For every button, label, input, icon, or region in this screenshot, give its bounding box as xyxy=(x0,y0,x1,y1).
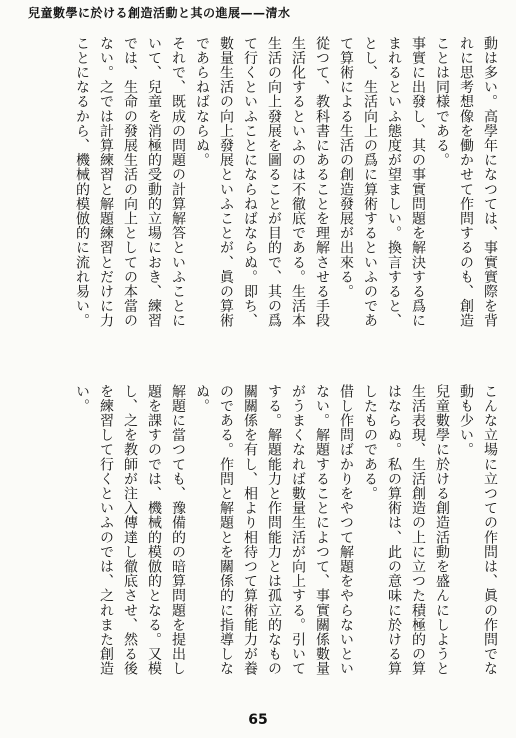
lower-text-block xyxy=(18,384,502,684)
text-column: て行くといふことにならねばならぬ。即ち、 xyxy=(242,36,258,328)
text-column: ぬ。 xyxy=(194,384,210,414)
text-column: を練習して行くといふのでは、之れまた創造 xyxy=(98,384,114,676)
text-column: ことになるから、機械的模倣的に流れ易い。 xyxy=(74,36,90,328)
text-column: れに思考想像を働かせて作問するのも、創造 xyxy=(458,36,474,328)
upper-text-block xyxy=(18,36,502,336)
text-column: 數量生活の向上發展といふことが、眞の算術 xyxy=(218,36,234,328)
text-column: では、生命の發展生活の向上としての本當の xyxy=(122,36,138,328)
text-column: 從つて、教科書にあることを理解させる手段 xyxy=(314,36,330,328)
text-column: いて、兒童を消極的受動的立場におき、練習 xyxy=(146,36,162,328)
text-column: まれるといふ態度が望ましい。換言すると、 xyxy=(386,36,402,328)
page-number: 65 xyxy=(248,712,268,728)
text-column: であらねばならぬ。 xyxy=(194,36,210,168)
text-column: 事實に出發し、其の事實問題を解決する爲に xyxy=(410,36,426,328)
text-column: 生活の向上發展を圖ることが目的で、其の爲 xyxy=(266,36,282,328)
text-column: 關關係を有し、相より相待つて算術能力が養 xyxy=(242,384,258,676)
text-column: それで、既成の問題の計算解答といふことに xyxy=(170,36,186,328)
text-column: ことは同様である。 xyxy=(434,36,450,168)
text-column: 解題に當つても、豫備的の暗算問題を提出し xyxy=(170,384,186,676)
text-column: 動も少い。 xyxy=(458,384,474,457)
text-column: がうまくなれば數量生活が向上する。引いて xyxy=(290,384,306,676)
text-column: て算術による生活の創造發展が出來る。 xyxy=(338,36,354,299)
text-column: 生活表現、生活創造の上に立つた積極的の算 xyxy=(410,384,426,676)
text-column: のである。作問と解題とを關係的に指導しな xyxy=(218,384,234,676)
running-header: 兒童數學に於ける創造活動と其の進展——清水 xyxy=(28,6,291,20)
text-column: したものである。 xyxy=(362,384,378,501)
text-column: する。解題能力と作問能力とは孤立的なもの xyxy=(266,384,282,676)
text-column: ない。之では計算練習と解題練習とだけに力 xyxy=(98,36,114,328)
text-column: 動は多い。高學年になつては、事實實際を背 xyxy=(482,36,498,328)
text-column: い。 xyxy=(74,384,90,414)
text-column: 兒童數學に於ける創造活動を盛んにしようと xyxy=(434,384,450,676)
text-column: こんな立場に立つての作問は、眞の作問でな xyxy=(482,384,498,676)
text-column: とし、生活向上の爲に算術するといふのであ xyxy=(362,36,378,328)
text-column: はならぬ。私の算術は、此の意味に於ける算 xyxy=(386,384,402,676)
text-column: 生活化するといふのは不徹底である。生活本 xyxy=(290,36,306,328)
text-column: 題を課すのでは、機械的模倣的となる。又模 xyxy=(146,384,162,676)
text-column: ない。解題することによつて、事實關係數量 xyxy=(314,384,330,676)
text-column: し、之を教師が注入傳達し徹底させ、然る後 xyxy=(122,384,138,676)
text-column: 借し作問ばかりをやつて解題をやらないとい xyxy=(338,384,354,676)
